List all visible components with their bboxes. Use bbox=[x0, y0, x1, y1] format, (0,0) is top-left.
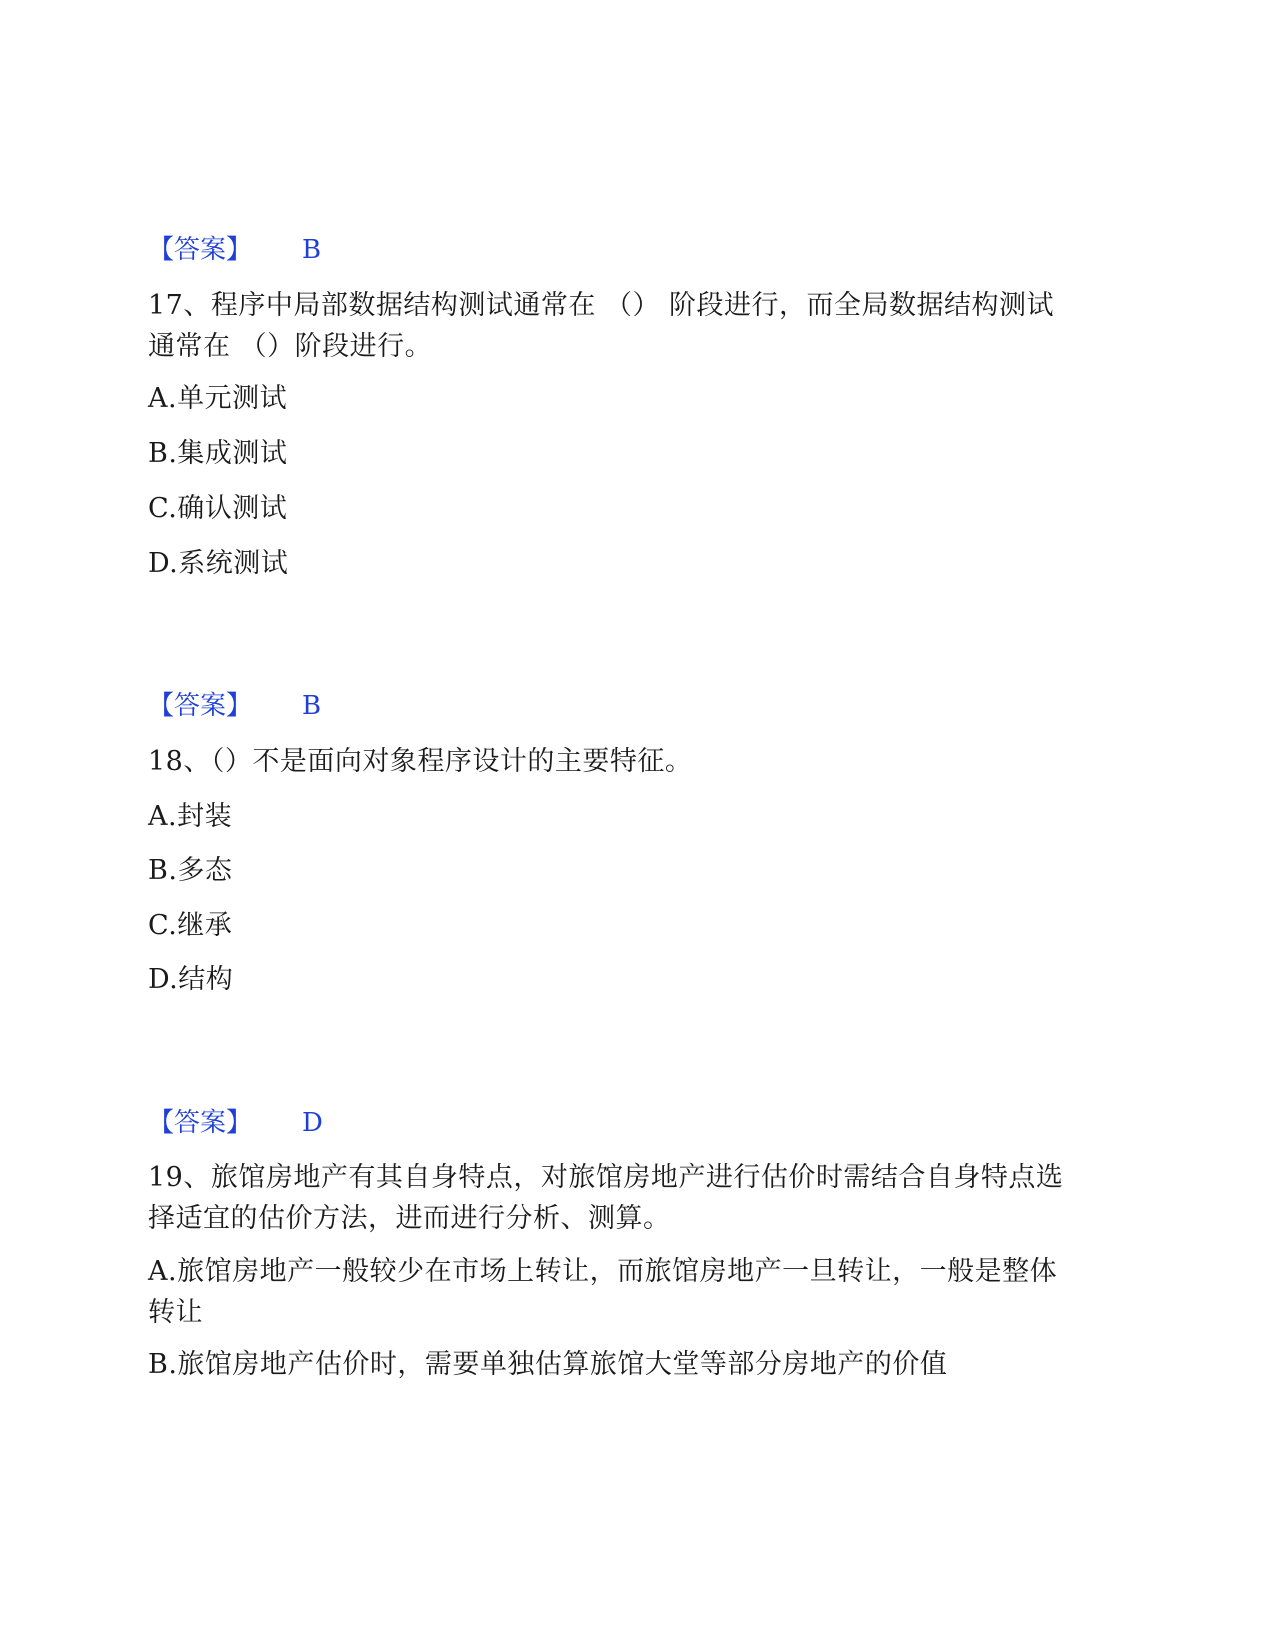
answer-row-18 bbox=[148, 1108, 1128, 1138]
question-text-line: 18、（）不是面向对象程序设计的主要特征。 bbox=[148, 746, 693, 777]
answer-label: 【答案】 bbox=[148, 235, 253, 265]
answer-label: 【答案】 bbox=[148, 691, 253, 721]
option-b: B.集成测试 bbox=[148, 438, 288, 469]
answer-value: B bbox=[302, 691, 322, 721]
question-text-line: 17、程序中局部数据结构测试通常在 （） 阶段进行，而全局数据结构测试 bbox=[148, 290, 1055, 321]
question-text-line: 择适宜的估价方法，进而进行分析、测算。 bbox=[148, 1203, 671, 1234]
answer-row-17 bbox=[148, 691, 1128, 721]
option-a bbox=[148, 1251, 1128, 1333]
option-d: D.系统测试 bbox=[148, 548, 289, 579]
option-a: A.单元测试 bbox=[148, 383, 288, 414]
question-18 bbox=[148, 741, 1128, 782]
option-a: A.封装 bbox=[148, 801, 233, 832]
answer-label: 【答案】 bbox=[148, 1108, 253, 1138]
option-text-line: A.旅馆房地产一般较少在市场上转让，而旅馆房地产一旦转让，一般是整体 bbox=[148, 1256, 1058, 1287]
option-c: C.继承 bbox=[148, 910, 233, 941]
option-d: D.结构 bbox=[148, 964, 234, 995]
answer-value: B bbox=[302, 235, 322, 265]
option-b: B.旅馆房地产估价时，需要单独估算旅馆大堂等部分房地产的价值 bbox=[148, 1349, 948, 1380]
question-17 bbox=[148, 285, 1128, 367]
option-text-line: 转让 bbox=[148, 1297, 203, 1328]
question-19 bbox=[148, 1157, 1128, 1239]
answer-value: D bbox=[302, 1108, 323, 1138]
question-text-line: 19、旅馆房地产有其自身特点，对旅馆房地产进行估价时需结合自身特点选 bbox=[148, 1162, 1064, 1193]
answer-row-16 bbox=[148, 235, 1128, 265]
option-b: B.多态 bbox=[148, 855, 233, 886]
option-c: C.确认测试 bbox=[148, 493, 288, 524]
question-text-line: 通常在 （）阶段进行。 bbox=[148, 331, 433, 362]
